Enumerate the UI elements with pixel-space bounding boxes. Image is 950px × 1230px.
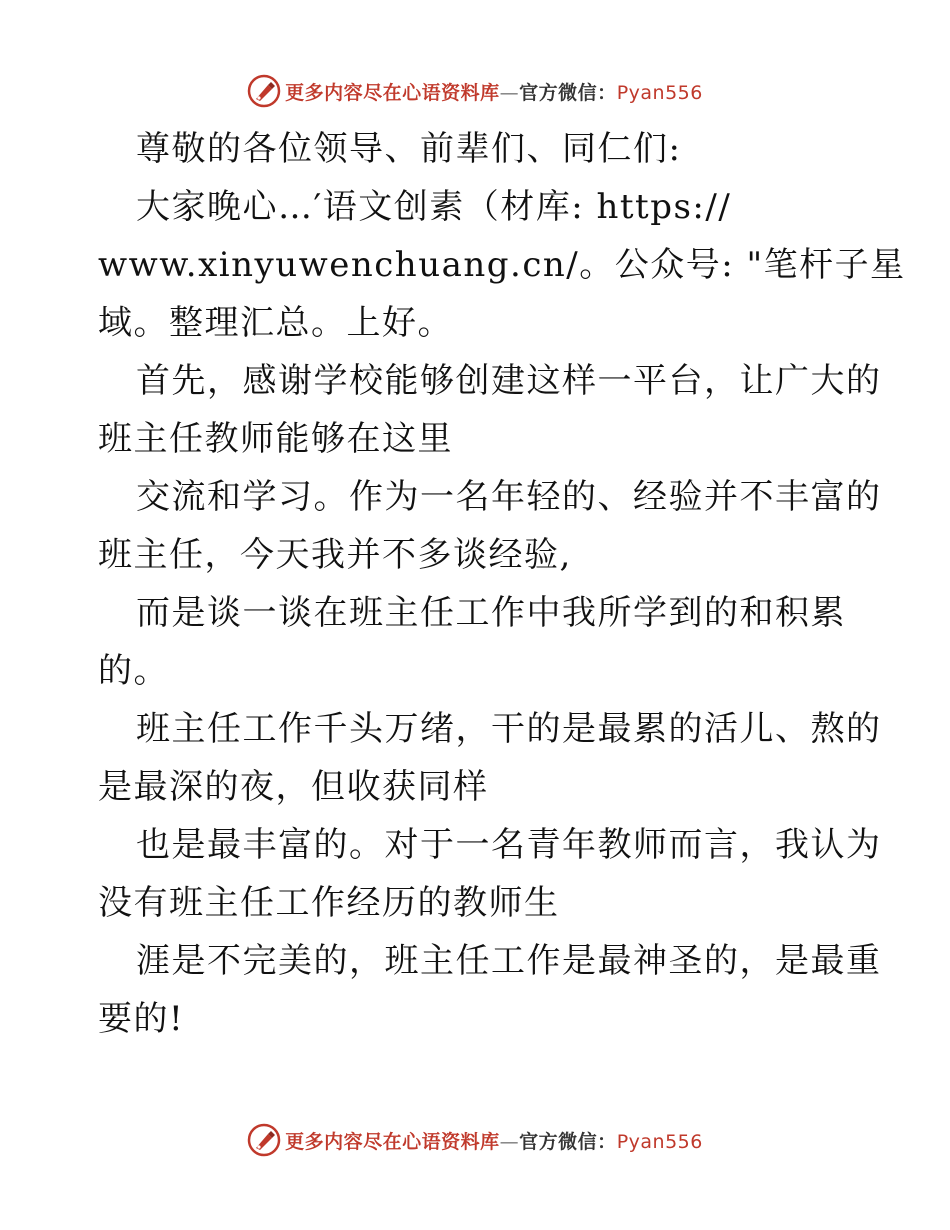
text-line: 域。整理汇总。上好。 [98,303,453,343]
header-banner-label: 官方微信： [519,81,617,104]
header-banner-id: Pyan556 [616,81,703,104]
text-line: www.xinyuwenchuang.cn/。公众号: "笔杆子星 [98,245,906,285]
text-line: 而是谈一谈在班主任工作中我所学到的和积累 [136,593,846,633]
footer-banner-label: 官方微信： [519,1130,617,1153]
text-line: 的。 [98,651,169,691]
text-line: 大家晚心…′语文创素（材库: https:// [136,187,732,227]
footer-banner-separator: — [499,1130,520,1153]
header-banner [0,71,950,111]
document-body [98,120,906,1048]
text-line: 涯是不完美的，班主任工作是最神圣的，是最重 [136,941,882,981]
text-line: 交流和学习。作为一名年轻的、经验并不丰富的 [136,477,882,517]
footer-banner-text [285,1127,703,1154]
header-banner-main: 更多内容尽在心语资料库 [285,81,500,104]
text-line: 没有班主任工作经历的教师生 [98,883,560,923]
text-line: 首先，感谢学校能够创建这样一平台，让广大的 [136,361,882,401]
text-line: 也是最丰富的。对于一名青年教师而言，我认为 [136,825,882,865]
footer-banner [0,1120,950,1160]
text-line: 是最深的夜，但收获同样 [98,767,489,807]
header-banner-text [285,78,703,105]
text-line: 班主任教师能够在这里 [98,419,453,459]
text-line: 要的! [98,999,185,1039]
footer-banner-id: Pyan556 [616,1130,703,1153]
text-line: 班主任工作千头万绪，干的是最累的活儿、熬的 [136,709,882,749]
header-banner-separator: — [499,81,520,104]
pen-nib-logo-icon [247,1123,281,1157]
pen-nib-logo-icon [247,74,281,108]
footer-banner-main: 更多内容尽在心语资料库 [285,1130,500,1153]
text-line: 班主任，今天我并不多谈经验, [98,535,572,575]
salutation-line: 尊敬的各位领导、前辈们、同仁们: [136,129,682,169]
